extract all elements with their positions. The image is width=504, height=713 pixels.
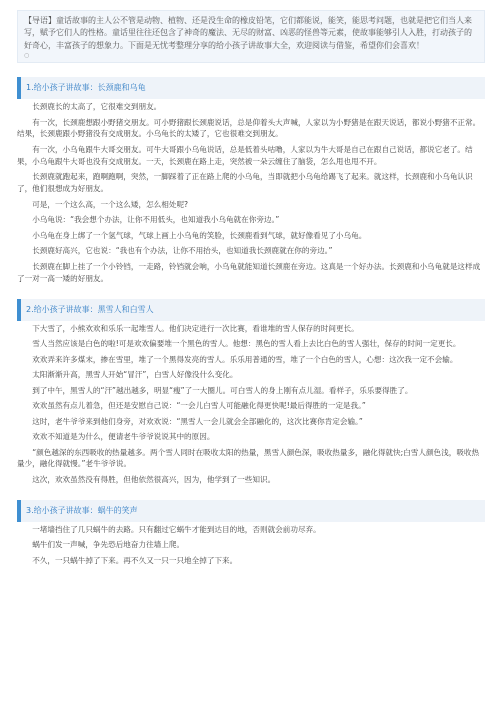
paragraph: 欢欢不知道是为什么，便请老牛爷爷说说其中的原因。 (32, 432, 215, 442)
paragraph: 不久，一只蜗牛掉了下来。再不久又一只一只地全掉了下来。 (32, 555, 238, 565)
section-content-1 (17, 99, 485, 285)
paragraph: 长颈鹿长的太高了，它很难交到朋友。 (32, 102, 162, 111)
paragraph: 长颈鹿就跑起来，跑啊跑啊，突然，一脚踩着了正在路上爬的小乌龟，当即就把小乌龟给踢飞了起来。就这样，长颈鹿和小乌龟认识了，他们很想成为好朋友。 (17, 172, 473, 194)
section-content-3 (17, 522, 485, 567)
paragraph: 长颈鹿在脚上挂了一个小铃铛，一走路，铃铛就会响，小乌龟就能知道长颈鹿在旁边。这真是一个好办法。长颈鹿和小乌龟就是这样成了一对一高一矮的好朋友。 (17, 261, 481, 283)
paragraph: 这次，欢欢虽然没有得胜，但他依然很高兴，因为，他学到了一些知识。 (32, 474, 276, 484)
section-content-2 (17, 321, 485, 486)
section-title-2: 2.给小孩子讲故事：黑雪人和白雪人 (17, 299, 485, 321)
paragraph: 下大雪了，小熊欢欢和乐乐一起堆雪人。他们决定进行一次比赛，看谁堆的雪人保存的时间更长。 (32, 323, 359, 333)
section-title-3: 3.给小孩子讲故事：蜗牛的笑声 (17, 500, 485, 522)
paragraph: 这时，老牛爷爷来到他们身旁，对欢欢说：“黑雪人一会儿就会全部融化的，这次比赛你肯定会输。” (32, 416, 363, 426)
intro-mark: ○ (24, 51, 30, 59)
intro-text: 【导语】童话故事的主人公不管是动物、植物、还是没生命的橡皮铅笔，它们都能说，能笑，能思考问题，也就是把它们当人来写，赋予它们人的性格。童话里往往还包含了神奇的魔法、无尽的财富、凶恶的怪兽等元素，使故事能够引人入胜，打动孩子的好奇心，丰富孩子的想象力。下面是无忧考整理分享的给小孩子讲故事大全，欢迎阅读与借鉴，希望你们会喜欢！ (24, 16, 472, 50)
paragraph: 小乌龟说：“我会想个办法，让你不用低头，也知道我小乌龟就在你旁边。” (32, 215, 280, 225)
section-title-1: 1.给小孩子讲故事：长颈鹿和乌龟 (17, 77, 485, 99)
paragraph: 可是，一个这么高，一个这么矮，怎么相处呢? (32, 199, 189, 209)
paragraph: 小乌龟在身上绑了一个氢气球，气球上画上小乌龟的笑脸，长颈鹿看到气球，就好像看见了小乌龟。 (32, 230, 367, 240)
paragraph: “颜色越深的东西吸收的热量越多。两个雪人同时在吸收太阳的热量，黑雪人颜色深，吸收热量多，融化得就快;白雪人颜色浅，吸收热量少，融化得就慢。”老牛爷爷说。 (17, 447, 480, 469)
paragraph: 到了中午，黑雪人的“汗”越出越多，明显“瘦”了一大圈儿。可白雪人的身上刚有点儿湿。看样子，乐乐要得胜了。 (32, 385, 413, 395)
paragraph: 长颈鹿好高兴，它也说：“我也有个办法，让你不用抬头，也知道我长颈鹿就在你的旁边。” (32, 246, 333, 256)
paragraph: 有一次，小乌龟跟牛大哥交朋友。可牛大哥跟小乌龟说话，总是低着头咕噜，人家以为牛大哥是自己在跟自己说话，都说它老了。结果，小乌龟跟牛大哥也没有交成朋友。一天，长颈鹿在路上走，突然被一朵云缠住了脑袋，怎么甩也甩不开。 (17, 144, 473, 166)
paragraph: 有一次，长颈鹿想跟小野猪交朋友。可小野猪跟长颈鹿说话，总是仰着头大声喊，人家以为小野猪是在跟天说话，都说小野猪不正常。结果，长颈鹿跟小野猪没有交成朋友。小乌龟长的太矮了，它也很难交到朋友。 (17, 117, 481, 139)
paragraph: 雪人当然应该是白色的啦!可是欢欢偏要堆一个黑色的雪人。他想：黑色的雪人看上去比白色的雪人强壮，保存的时间一定更长。 (32, 339, 461, 349)
paragraph: 欢欢弄来许多煤末，掺在雪里，堆了一个黑得发亮的雪人。乐乐用普通的雪，堆了一个白色的雪人，心想：这次我一定不会输。 (32, 354, 458, 364)
paragraph: 一堵墙挡住了几只蜗牛的去路。只有翻过它蜗牛才能到达目的地，否则就会前功尽弃。 (32, 524, 321, 534)
paragraph: 蜗牛们发一声喊，争先恐后地奋力往墙上爬。 (32, 540, 185, 550)
intro-box (17, 10, 485, 63)
paragraph: 太阳渐渐升高，黑雪人开始“冒汗”，白雪人好像没什么变化。 (32, 370, 238, 380)
paragraph: 欢欢虽然有点儿着急，但还是安慰自己说：“一会儿白雪人可能融化得更快呢!最后得胜的一定是我。” (32, 401, 366, 411)
